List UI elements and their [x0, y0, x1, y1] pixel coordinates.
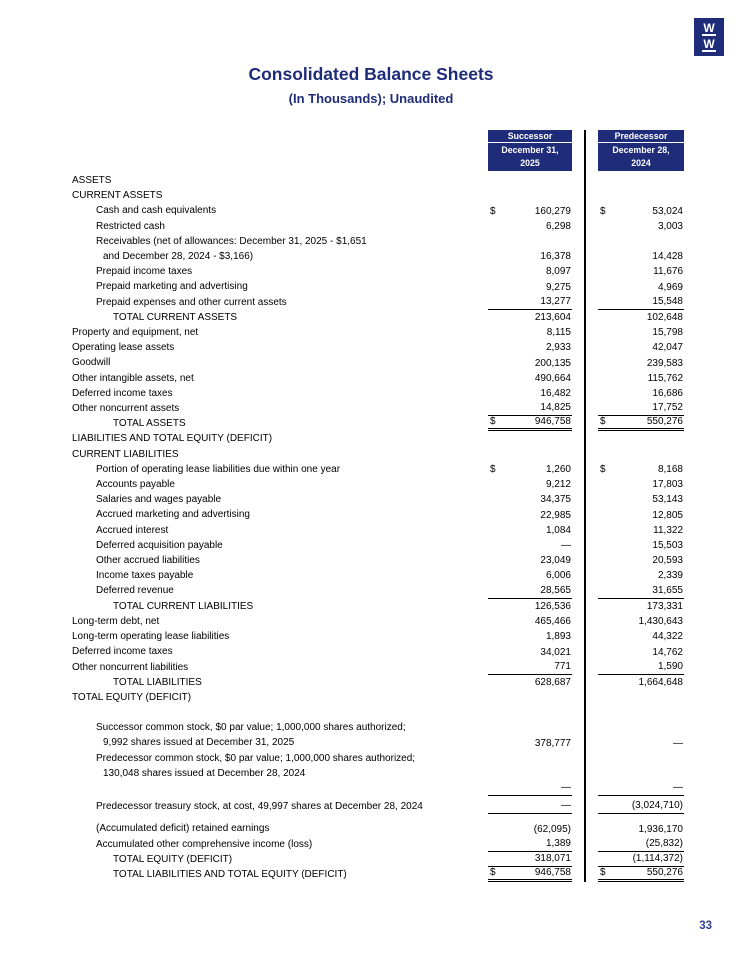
amount: 28,565 [540, 584, 571, 596]
amount: 8,168 [657, 464, 683, 476]
amount: 490,664 [534, 372, 571, 384]
amount: 1,084 [545, 524, 571, 536]
row-label: Deferred income taxes [72, 646, 173, 658]
predecessor-value [598, 203, 684, 218]
table-row [72, 416, 684, 431]
amount: 15,798 [652, 327, 683, 339]
amount: 17,803 [652, 479, 683, 491]
successor-value [488, 325, 572, 340]
row-spacer [72, 814, 684, 821]
amount: (1,114,372) [632, 852, 683, 864]
amount: 2,933 [545, 342, 571, 354]
amount: 42,047 [652, 342, 683, 354]
amount: 115,762 [647, 372, 683, 384]
successor-value [488, 401, 572, 416]
successor-column-header [488, 130, 572, 171]
table-row [72, 279, 684, 294]
successor-value [488, 553, 572, 568]
successor-value [488, 188, 572, 203]
currency-symbol: $ [490, 416, 496, 428]
predecessor-value [598, 310, 684, 325]
amount: 11,322 [653, 524, 683, 536]
amount: 200,135 [534, 357, 571, 369]
successor-value [488, 507, 572, 522]
amount: 14,762 [652, 646, 683, 658]
predecessor-value [598, 568, 684, 583]
row-label: Other intangible assets, net [72, 372, 194, 384]
page-number: 33 [699, 920, 712, 932]
amount: 465,466 [534, 616, 571, 628]
row-label: CURRENT ASSETS [72, 190, 163, 202]
row-label: CURRENT LIABILITIES [72, 448, 179, 460]
amount: 378,777 [534, 737, 571, 749]
amount: — [561, 800, 571, 812]
amount: 22,985 [540, 509, 571, 521]
amount: 13,277 [540, 295, 571, 307]
ww-logo [694, 18, 724, 56]
amount: 9,212 [545, 479, 571, 491]
row-label: Accrued interest [96, 524, 169, 536]
row-label: Predecessor treasury stock, at cost, 49,997 shares at December 28, 2024 [96, 801, 423, 813]
amount: 628,687 [534, 676, 571, 688]
row-label: Predecessor common stock, $0 par value; 1,000,000 shares authorized; 130,048 shares issued at December 28, 2024 [96, 752, 416, 779]
amount: 102,648 [646, 312, 683, 324]
predecessor-value [598, 660, 684, 675]
row-label: Portion of operating lease liabilities due within one year [96, 463, 341, 475]
successor-value [488, 249, 572, 264]
amount: 23,049 [540, 555, 571, 567]
predecessor-value [598, 614, 684, 629]
row-label: Restricted cash [96, 220, 165, 232]
row-label: Prepaid income taxes [96, 266, 193, 278]
successor-value [488, 523, 572, 538]
amount: 1,664,648 [638, 676, 683, 688]
table-row [72, 781, 684, 796]
successor-date-label: December 31, 2025 [501, 145, 559, 168]
successor-value [488, 173, 572, 188]
predecessor-value [598, 492, 684, 507]
table-row [72, 340, 684, 355]
predecessor-value [598, 477, 684, 492]
table-row [72, 355, 684, 370]
amount: 160,279 [534, 205, 571, 217]
amount: 946,758 [534, 867, 571, 879]
predecessor-value [598, 781, 684, 796]
currency-symbol: $ [490, 205, 496, 217]
amount: 16,686 [652, 388, 683, 400]
table-row [72, 507, 684, 522]
successor-value [488, 837, 572, 852]
successor-value [488, 735, 572, 750]
predecessor-value [598, 416, 684, 431]
table-row [72, 629, 684, 644]
table-row [72, 553, 684, 568]
amount: 15,503 [652, 540, 683, 552]
predecessor-value [598, 553, 684, 568]
successor-value [488, 766, 572, 781]
amount: 53,024 [652, 205, 683, 217]
amount: (3,024,710) [631, 800, 683, 812]
currency-symbol: $ [600, 464, 606, 476]
table-row [72, 538, 684, 553]
currency-symbol: $ [490, 867, 496, 879]
successor-value [488, 660, 572, 675]
row-label: Salaries and wages payable [96, 494, 222, 506]
amount: 44,322 [652, 631, 683, 643]
table-row [72, 188, 684, 203]
predecessor-value [598, 690, 684, 705]
predecessor-value [598, 325, 684, 340]
table-row [72, 386, 684, 401]
successor-value [488, 203, 572, 218]
amount: 8,115 [546, 327, 571, 339]
amount: 6,298 [545, 220, 571, 232]
page-subtitle: (In Thousands); Unaudited [288, 91, 454, 106]
amount: 15,548 [652, 295, 683, 307]
amount: 12,805 [652, 509, 683, 521]
amount: 126,536 [534, 600, 571, 612]
predecessor-value [598, 735, 684, 750]
successor-value [488, 690, 572, 705]
successor-value [488, 629, 572, 644]
successor-value [488, 295, 572, 310]
amount: 1,260 [545, 464, 571, 476]
row-label: Income taxes payable [96, 570, 194, 582]
row-label: Property and equipment, net [72, 327, 199, 339]
amount: 1,590 [657, 660, 683, 672]
balance-sheet-table [72, 130, 684, 882]
table-row [72, 568, 684, 583]
predecessor-value [598, 599, 684, 614]
predecessor-value [598, 766, 684, 781]
table-row [72, 325, 684, 340]
row-label: Receivables (net of allowances: December 31, 2025 - $1,651 and December 28, 2024 - $3,166) [96, 235, 367, 263]
table-row [72, 690, 684, 705]
row-label: TOTAL CURRENT LIABILITIES [113, 600, 254, 612]
amount: 173,331 [646, 600, 683, 612]
row-label: Deferred acquisition payable [96, 539, 223, 551]
amount: 16,378 [540, 251, 571, 263]
table-row [72, 523, 684, 538]
successor-value [488, 310, 572, 325]
successor-value [488, 219, 572, 234]
table-row [72, 234, 684, 264]
amount: 34,021 [540, 646, 571, 658]
table-row [72, 173, 684, 188]
row-label: ASSETS [72, 175, 112, 186]
row-label: Long-term debt, net [72, 615, 160, 627]
predecessor-value [598, 821, 684, 836]
logo-letter-w-top: W [703, 20, 715, 35]
amount: 53,143 [652, 494, 683, 506]
table-row [72, 477, 684, 492]
successor-value [488, 371, 572, 386]
successor-value [488, 355, 572, 370]
successor-value [488, 477, 572, 492]
successor-value [488, 431, 572, 446]
predecessor-value [598, 644, 684, 659]
amount: 1,936,170 [638, 823, 683, 835]
successor-value [488, 462, 572, 477]
predecessor-value [598, 447, 684, 462]
predecessor-value [598, 867, 684, 882]
predecessor-value [598, 629, 684, 644]
successor-value [488, 867, 572, 882]
predecessor-value [598, 799, 684, 814]
successor-value [488, 599, 572, 614]
amount: (25,832) [645, 837, 683, 849]
row-label: TOTAL LIABILITIES [113, 676, 202, 688]
table-row [72, 867, 684, 882]
amount: 17,752 [652, 402, 683, 414]
predecessor-value [598, 219, 684, 234]
currency-symbol: $ [490, 464, 496, 476]
successor-value [488, 852, 572, 867]
successor-value [488, 781, 572, 796]
predecessor-value [598, 340, 684, 355]
row-label: Prepaid expenses and other current assets [96, 296, 287, 308]
column-headers [72, 130, 684, 171]
amount: — [673, 737, 683, 749]
successor-value [488, 614, 572, 629]
table-row [72, 219, 684, 234]
successor-value [488, 492, 572, 507]
amount: 11,676 [653, 266, 683, 278]
successor-predecessor-divider [584, 130, 586, 882]
predecessor-value [598, 295, 684, 310]
row-label: Accounts payable [96, 479, 175, 491]
predecessor-value [598, 507, 684, 522]
predecessor-era-label: Predecessor [598, 130, 684, 143]
row-label: Cash and cash equivalents [96, 205, 217, 217]
predecessor-value [598, 401, 684, 416]
table-row [72, 675, 684, 690]
predecessor-date-label: December 28, 2024 [612, 145, 670, 168]
table-row [72, 799, 684, 814]
table-row [72, 203, 684, 218]
predecessor-value [598, 523, 684, 538]
successor-value [488, 279, 572, 294]
row-label: Deferred revenue [96, 585, 174, 597]
predecessor-value [598, 355, 684, 370]
successor-value [488, 821, 572, 836]
amount: 34,375 [540, 494, 571, 506]
table-row [72, 447, 684, 462]
table-row [72, 751, 684, 781]
row-label: TOTAL EQUITY (DEFICIT) [113, 853, 233, 865]
predecessor-value [598, 584, 684, 599]
predecessor-value [598, 837, 684, 852]
predecessor-column-header [598, 130, 684, 171]
currency-symbol: $ [600, 416, 606, 428]
amount: 2,339 [657, 570, 683, 582]
successor-value [488, 644, 572, 659]
amount: 771 [554, 660, 571, 672]
predecessor-value [598, 188, 684, 203]
amount: 14,428 [652, 251, 683, 263]
row-label: (Accumulated deficit) retained earnings [96, 823, 270, 835]
table-row [72, 310, 684, 325]
table-row [72, 401, 684, 416]
predecessor-value [598, 264, 684, 279]
successor-value [488, 538, 572, 553]
row-label: TOTAL LIABILITIES AND TOTAL EQUITY (DEFICIT) [113, 868, 347, 880]
amount: 31,655 [652, 584, 683, 596]
predecessor-value [598, 462, 684, 477]
amount: 9,275 [545, 281, 571, 293]
table-row [72, 614, 684, 629]
amount: 4,969 [657, 281, 683, 293]
header-label-spacer [72, 130, 488, 171]
successor-value [488, 447, 572, 462]
row-label: Prepaid marketing and advertising [96, 281, 248, 293]
amount: 1,893 [545, 631, 571, 643]
row-label: Deferred income taxes [72, 387, 173, 399]
predecessor-value [598, 675, 684, 690]
table-row [72, 431, 684, 446]
table-row [72, 837, 684, 852]
row-label: Accumulated other comprehensive income (loss) [96, 838, 313, 850]
successor-value [488, 568, 572, 583]
table-row [72, 599, 684, 614]
amount: — [673, 782, 683, 794]
amount: 3,003 [657, 220, 683, 232]
amount: — [561, 782, 571, 794]
successor-value [488, 416, 572, 431]
table-row [72, 852, 684, 867]
successor-value [488, 386, 572, 401]
successor-value [488, 264, 572, 279]
table-row [72, 644, 684, 659]
successor-era-label: Successor [488, 130, 572, 143]
predecessor-value [598, 371, 684, 386]
amount: 1,430,643 [638, 616, 683, 628]
predecessor-value [598, 249, 684, 264]
row-label: Other noncurrent liabilities [72, 661, 189, 673]
row-label: TOTAL EQUITY (DEFICIT) [72, 691, 192, 703]
balance-sheet-rows [72, 173, 684, 882]
row-label: TOTAL ASSETS [113, 418, 186, 430]
amount: 239,583 [646, 357, 683, 369]
page-title: Consolidated Balance Sheets [248, 64, 494, 84]
successor-value [488, 584, 572, 599]
successor-value [488, 340, 572, 355]
amount: 6,006 [545, 570, 571, 582]
table-row [72, 583, 684, 598]
amount: 8,097 [545, 266, 571, 278]
predecessor-value [598, 538, 684, 553]
amount: 550,276 [646, 867, 683, 879]
table-row [72, 821, 684, 836]
currency-symbol: $ [600, 205, 606, 217]
predecessor-value [598, 279, 684, 294]
predecessor-value [598, 852, 684, 867]
currency-symbol: $ [600, 867, 606, 879]
amount: 213,604 [534, 312, 571, 324]
table-row [72, 371, 684, 386]
table-row [72, 660, 684, 675]
predecessor-value [598, 386, 684, 401]
row-label: LIABILITIES AND TOTAL EQUITY (DEFICIT) [72, 433, 273, 445]
row-label: Long-term operating lease liabilities [72, 631, 230, 643]
amount: 318,071 [534, 852, 571, 864]
logo-letter-w-bottom: W [703, 36, 715, 51]
table-row [72, 264, 684, 279]
amount: — [561, 540, 571, 552]
table-row [72, 462, 684, 477]
table-row [72, 720, 684, 750]
row-label: Goodwill [72, 357, 111, 369]
successor-value [488, 675, 572, 690]
amount: 16,482 [540, 388, 571, 400]
row-label: Other accrued liabilities [96, 555, 200, 567]
row-label: Operating lease assets [72, 342, 175, 354]
amount: (62,095) [533, 823, 571, 835]
row-label: TOTAL CURRENT ASSETS [113, 311, 238, 323]
row-label: Other noncurrent assets [72, 403, 180, 415]
table-row [72, 295, 684, 310]
amount: 20,593 [652, 555, 683, 567]
amount: 14,825 [540, 402, 571, 414]
successor-value [488, 799, 572, 814]
amount: 550,276 [646, 416, 683, 428]
row-label: Successor common stock, $0 par value; 1,000,000 shares authorized; 9,992 shares issued at December 31, 2025 [96, 722, 406, 749]
predecessor-value [598, 173, 684, 188]
amount: 1,389 [545, 837, 571, 849]
row-spacer [72, 705, 684, 720]
amount: 946,758 [534, 416, 571, 428]
table-row [72, 492, 684, 507]
row-label: Accrued marketing and advertising [96, 509, 250, 521]
predecessor-value [598, 431, 684, 446]
